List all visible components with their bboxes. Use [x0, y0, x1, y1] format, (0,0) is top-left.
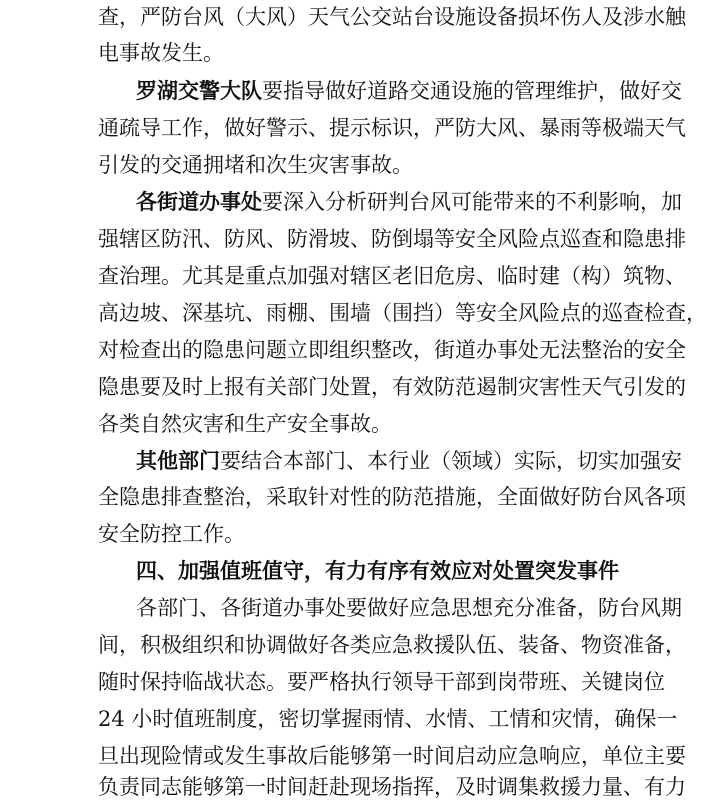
text-line: 随时保持临战状态。要严格执行领导干部到岗带班、关键岗位: [98, 670, 665, 694]
department-name: 罗湖交警大队: [136, 79, 262, 103]
department-name: 其他部门: [136, 449, 220, 473]
text-line: 间，积极组织和协调做好各类应急救援队伍、装备、物资准备，: [98, 633, 686, 657]
text-line: 各类自然灾害和生产安全事故。: [98, 412, 392, 436]
text-line: 对检查出的隐患问题立即组织整改，街道办事处无法整治的安全: [98, 338, 686, 362]
paragraph-first-line: [136, 446, 682, 476]
text-line: 全隐患排查整治，采取针对性的防范措施，全面做好防台风各项: [98, 485, 686, 509]
text-line: 引发的交通拥堵和次生灾害事故。: [98, 153, 413, 177]
text-line: 高边坡、深基坑、雨棚、围墙（围挡）等安全风险点的巡查检查，: [98, 301, 707, 325]
text-line: 通疏导工作，做好警示、提示标识，严防大风、暴雨等极端天气: [98, 116, 686, 140]
text-line: 24 小时值班制度，密切掌握雨情、水情、工情和灾情，确保一: [98, 707, 678, 731]
paragraph-first-line: [136, 76, 682, 106]
text-line: 查，严防台风（大风）天气公交站台设施设备损坏伤人及涉水触: [98, 5, 686, 29]
text-line: 安全防控工作。: [98, 522, 245, 546]
text-line: 隐患要及时上报有关部门处置，有效防范遏制灾害性天气引发的: [98, 375, 686, 399]
text-line: 电事故发生。: [98, 41, 224, 65]
text-line: 旦出现险情或发生事故后能够第一时间启动应急响应，单位主要: [98, 744, 686, 768]
paragraph-text: 要指导做好道路交通设施的管理维护，做好交: [262, 79, 682, 103]
text-line: 负责同志能够第一时间赶赴现场指挥，及时调集救援力量、有力: [98, 775, 686, 799]
paragraph-first-line: [136, 187, 682, 217]
section-heading: 四、加强值班值守，有力有序有效应对处置突发事件: [136, 559, 619, 583]
text-line: 查治理。尤其是重点加强对辖区老旧危房、临时建（构）筑物、: [98, 264, 686, 288]
paragraph-text: 要深入分析研判台风可能带来的不利影响，加: [262, 190, 682, 214]
department-name: 各街道办事处: [136, 190, 262, 214]
paragraph-text: 要结合本部门、本行业（领域）实际，切实加强安: [220, 449, 682, 473]
text-line: 强辖区防汛、防风、防滑坡、防倒塌等安全风险点巡查和隐患排: [98, 227, 686, 251]
text-line: 各部门、各街道办事处要做好应急思想充分准备，防台风期: [136, 596, 682, 620]
